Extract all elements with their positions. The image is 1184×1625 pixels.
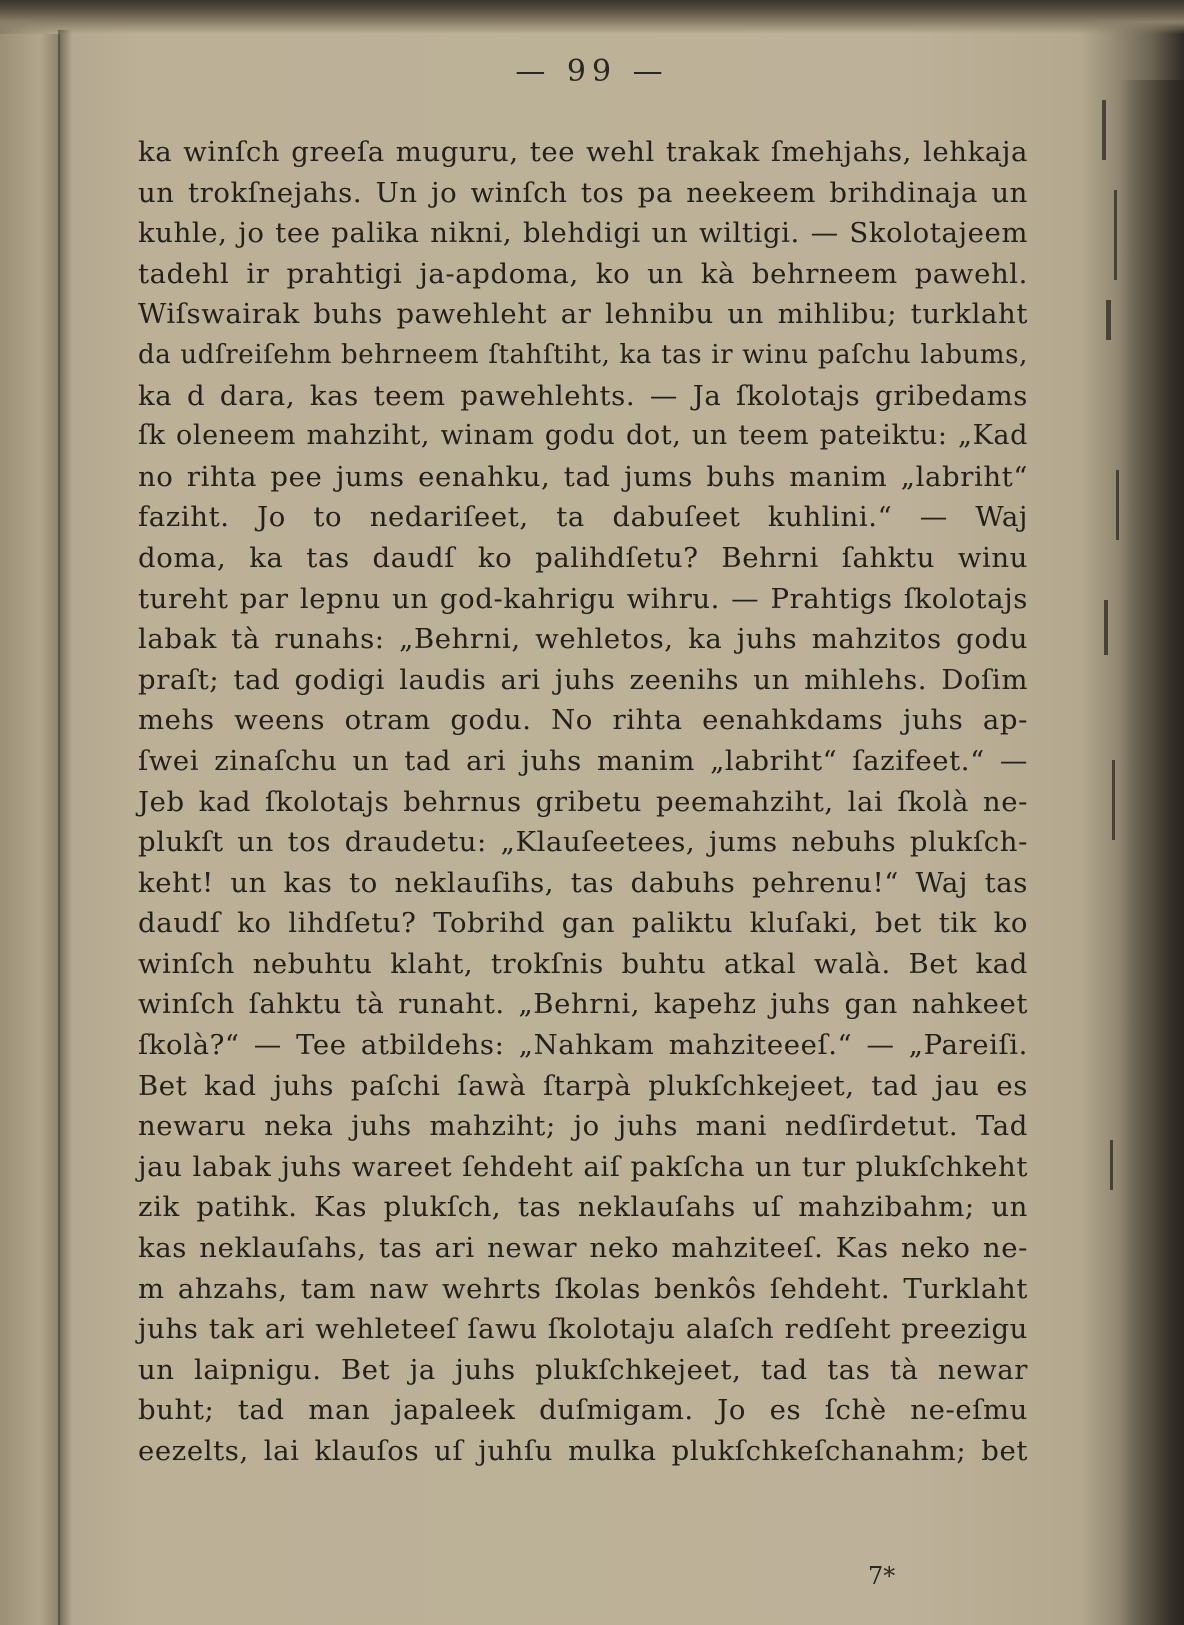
- text-line: da udſreiſehm behrneem ſtahſtiht, ka tas ir winu paſchu labums,: [138, 339, 1028, 370]
- text-line: eezelts, lai klauſos uſ juhſu mulka plukſchkeſchanahm; bet: [138, 1435, 1028, 1467]
- text-line: winſch ſahktu tà runaht. „Behrni, kapehz juhs gan nahkeet: [138, 988, 1028, 1021]
- text-line: Wiſswairak buhs pawehleht ar lehnibu un mihlibu; turklaht: [138, 298, 1028, 331]
- text-line: keht! un kas to neklauſihs, tas dabuhs pehrenu!“ Waj tas: [138, 866, 1028, 899]
- body-text: [138, 132, 1028, 1472]
- text-line: faziht. Jo to nedariſeet, ta dabuſeet kuhlini.“ — Waj: [138, 501, 1028, 534]
- text-line: juhs tak ari wehleteeſ ſawu ſkolotaju alaſch redſeht preezigu: [138, 1313, 1028, 1346]
- gutter-shadow: [58, 30, 72, 1625]
- text-line: zik patihk. Kas plukſch, tas neklauſahs uſ mahzibahm; un: [138, 1191, 1028, 1224]
- page-number: — 99 —: [515, 54, 669, 89]
- margin-bleed-marks: [1092, 80, 1132, 1380]
- text-line: tadehl ir prahtigi ja-apdoma, ko un kà behrneem pawehl.: [138, 257, 1028, 290]
- text-line: ka d dara, kas teem pawehlehts. — Ja ſkolotajs gribedams: [138, 379, 1028, 412]
- text-line: m ahzahs, tam naw wehrts ſkolas benkôs ſehdeht. Turklaht: [138, 1272, 1028, 1305]
- text-line: no rihta pee jums eenahku, tad jums buhs manim „labriht“: [138, 460, 1028, 493]
- text-line: praſt; tad godigi laudis ari juhs zeenihs un mihlehs. Doſim: [138, 663, 1028, 696]
- text-line: daudſ ko lihdſetu? Tobrihd gan paliktu kluſaki, bet tik ko: [138, 907, 1028, 940]
- facing-page-edge: [0, 34, 60, 1625]
- text-line: Jeb kad ſkolotajs behrnus gribetu peemahziht, lai ſkolà ne-: [138, 785, 1028, 818]
- text-line: winſch nebuhtu klaht, trokſnis buhtu atkal walà. Bet kad: [138, 947, 1028, 980]
- book-top-edge: [0, 0, 1184, 34]
- text-line: ſwei zinaſchu un tad ari juhs manim „labriht“ ſazifeet.“ —: [138, 744, 1028, 777]
- text-line: un laipnigu. Bet ja juhs plukſchkejeet, tad tas tà newar: [138, 1353, 1028, 1386]
- text-line: ka winſch greeſa muguru, tee wehl trakak ſmehjahs, lehkaja: [138, 136, 1028, 168]
- text-line: kuhle, jo tee palika nikni, blehdigi un wiltigi. — Skolotajeem: [138, 217, 1028, 250]
- text-line: newaru neka juhs mahziht; jo juhs mani nedſirdetut. Tad: [138, 1110, 1028, 1143]
- text-line: mehs weens otram godu. No rihta eenahkdams juhs ap-: [138, 704, 1028, 737]
- text-line: ſkolà?“ — Tee atbildehs: „Nahkam mahziteeeſ.“ — „Pareiſi.: [138, 1029, 1028, 1062]
- text-line: doma, ka tas daudſ ko palihdſetu? Behrni ſahktu winu: [138, 541, 1028, 574]
- text-line: ſk oleneem mahziht, winam godu dot, un teem pateiktu: „Kad: [138, 420, 1028, 452]
- text-line: kas neklauſahs, tas ari newar neko mahziteeſ. Kas neko ne-: [138, 1232, 1028, 1265]
- text-line: buht; tad man japaleek duſmigam. Jo es ſchè ne-eſmu: [138, 1394, 1028, 1427]
- text-line: Bet kad juhs paſchi ſawà ſtarpà plukſchkejeet, tad jau es: [138, 1069, 1028, 1102]
- text-line: un trokſnejahs. Un jo winſch tos pa neekeem brihdinaja un: [138, 176, 1028, 209]
- text-line: plukſt un tos draudetu: „Klauſeetees, jums nebuhs plukſch-: [138, 826, 1028, 859]
- text-line: jau labak juhs wareet ſehdeht aiſ pakſcha un tur plukſchkeht: [138, 1150, 1028, 1183]
- signature-mark: 7*: [868, 1562, 896, 1590]
- text-line: tureht par lepnu un god-kahrigu wihru. — Prahtigs ſkolotajs: [138, 582, 1028, 615]
- text-line: labak tà runahs: „Behrni, wehletos, ka juhs mahzitos godu: [138, 623, 1028, 656]
